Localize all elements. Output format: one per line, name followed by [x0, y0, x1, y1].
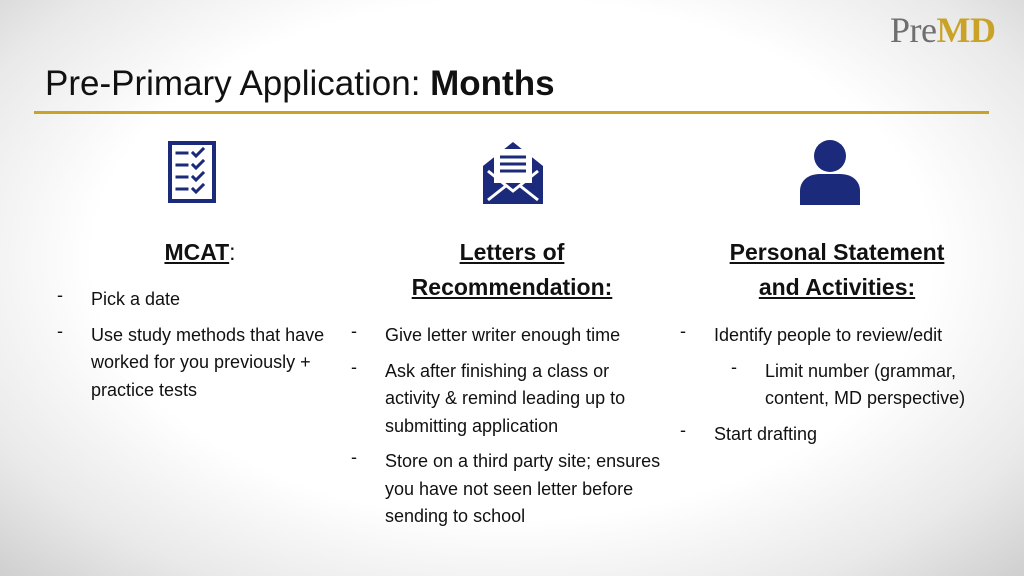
personal-statement-list	[680, 322, 1000, 456]
list-item-text: Pick a date	[91, 289, 181, 309]
sub-list-item	[680, 358, 1000, 413]
letters-heading-line2: Recommendation:	[411, 274, 613, 300]
list-item	[351, 322, 661, 350]
letters-heading-line1: Letters of	[459, 239, 565, 265]
list-item	[351, 448, 661, 531]
dash-marker: -	[351, 356, 357, 377]
personal-heading-line2: and Activities:	[758, 274, 916, 300]
dash-marker: -	[57, 320, 63, 341]
personal-heading-line1: Personal Statement	[729, 239, 945, 265]
dash-marker: -	[351, 447, 357, 467]
slide-title-emphasis: Months	[430, 64, 555, 103]
list-item-text: Use study methods that have worked for you previously + practice tests	[91, 324, 325, 400]
letters-heading	[362, 235, 662, 305]
envelope-letter-icon	[481, 138, 545, 206]
list-item	[680, 322, 1000, 350]
dash-marker: -	[351, 321, 357, 341]
dash-marker: -	[731, 356, 737, 377]
list-item	[57, 286, 342, 314]
letters-list	[351, 322, 661, 539]
slide-title	[45, 64, 555, 104]
mcat-heading-text: MCAT	[164, 239, 230, 265]
list-item-text: Ask after finishing a class or activity & remind leading up to submitting application	[385, 360, 626, 436]
list-item-text: Give letter writer enough time	[385, 325, 621, 345]
person-icon	[798, 139, 862, 205]
personal-statement-heading	[687, 235, 987, 305]
premd-logo	[890, 10, 995, 50]
mcat-heading	[60, 235, 340, 270]
logo-pre-text: Pre	[890, 10, 937, 50]
list-item	[680, 421, 1000, 449]
list-item-text: Start drafting	[714, 423, 818, 444]
dash-marker: -	[680, 321, 686, 341]
list-item-text: Store on a third party site; ensures you have not seen letter before sending to school	[385, 451, 661, 526]
title-divider	[34, 111, 989, 114]
logo-md-text: MD	[936, 10, 996, 50]
list-item	[351, 358, 661, 441]
mcat-list	[57, 286, 342, 412]
dash-marker: -	[680, 419, 686, 440]
mcat-heading-colon: :	[229, 239, 236, 265]
slide-title-prefix: Pre-Primary Application:	[45, 64, 431, 103]
list-item	[57, 322, 342, 405]
dash-marker: -	[57, 285, 63, 305]
checklist-icon	[168, 141, 216, 203]
list-item-text: Limit number (grammar, content, MD perspective)	[765, 360, 966, 408]
list-item-text: Identify people to review/edit	[714, 325, 943, 345]
